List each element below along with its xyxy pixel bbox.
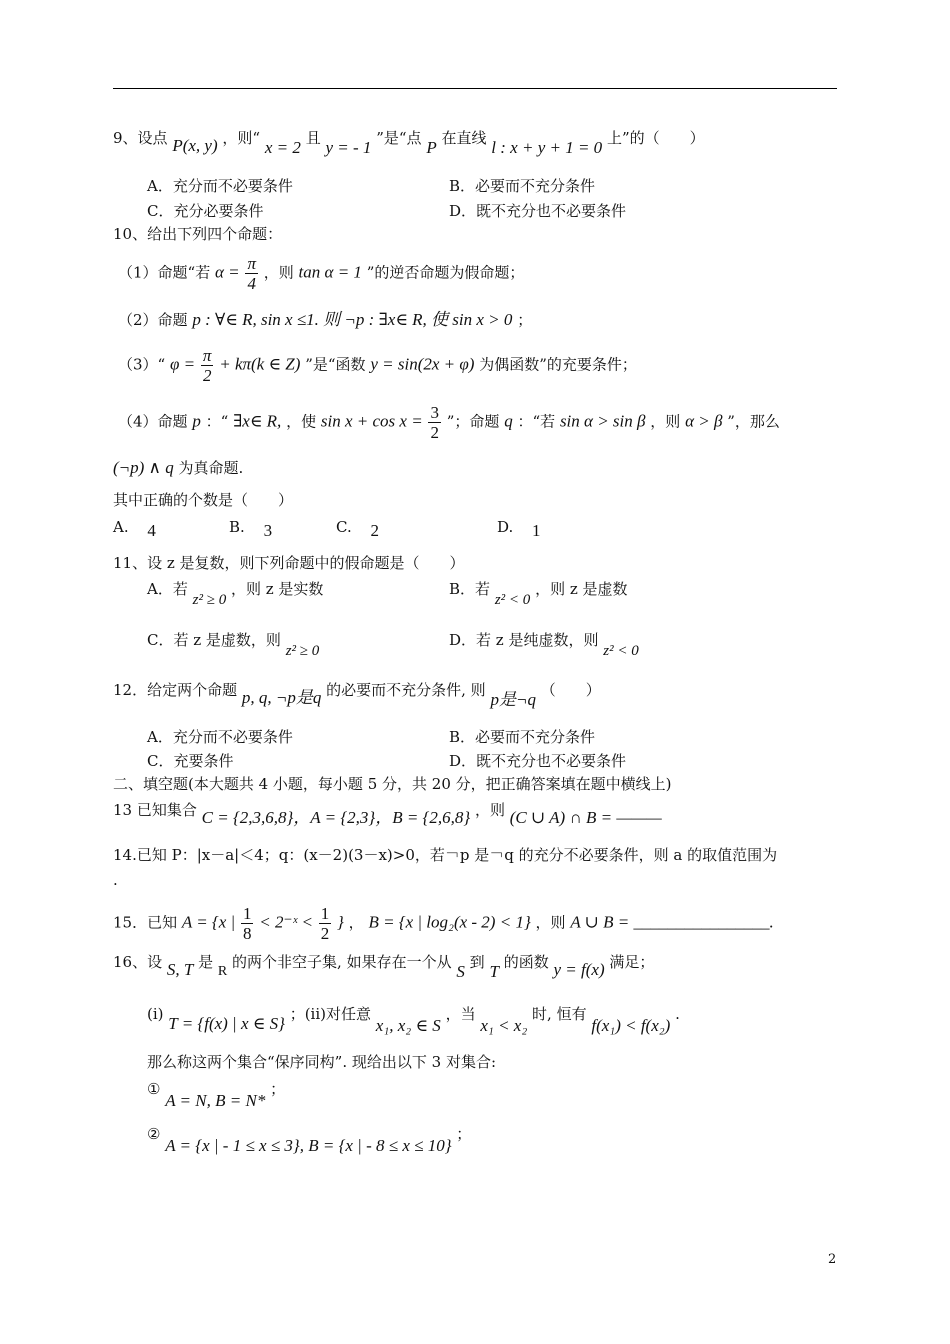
q12-option-b: B．必要而不充分条件: [449, 728, 596, 746]
q12-option-c: C．充要条件: [147, 752, 234, 770]
q11-option-b: B．若 z² < 0 ，则 z 是虚数: [449, 580, 628, 608]
q9-option-b: B．必要而不充分条件: [449, 177, 596, 195]
q10-stem: 10、给出下列四个命题：: [113, 225, 283, 243]
fraction-pi-over-4: $\frac{\pi}{4}$: [247, 254, 256, 293]
section-heading-fill-in: 二、填空题(本大题共 4 小题，每小题 5 分，共 20 分，把正确答案填在题中横线上): [113, 775, 672, 793]
page-number: 2: [828, 1252, 837, 1267]
q12-option-a: A．充分而不必要条件: [147, 728, 293, 746]
q14-stem-cont: .: [113, 871, 118, 889]
q10-option-d: D. 1: [497, 518, 541, 540]
q11-stem: 11、设 z 是复数，则下列命题中的假命题是（ ）: [113, 554, 465, 572]
q10-statement-1: （1）命题“若 α = $\frac{\pi}{4}$ ，则 tan α = 1 ”的逆否命题为假命题；: [118, 254, 525, 293]
q12-stem: 12．给定两个命题 p, q, ¬p是q 的必要而不充分条件, 则 p是¬q （ ）: [113, 681, 601, 709]
q13-stem: 13 已知集合 C = {2,3,6,8}，A = {2,3}，B = {2,6,8} ，则 (C ∪ A) ∩ B = ———: [113, 801, 662, 827]
q15-stem: 15．已知 A = {x | $\frac{1}{8}$ < 2⁻ˣ < $\frac{1}{2}$ } ， B = {x | log₂(x - 2) < 1} ，则 A ∪ B = ________________.: [113, 904, 774, 943]
q16-condition-line: (i) T = {f(x) | x ∈ S} ；(ii)对任意 x₁, x₂ ∈ S ，当 x₁ < x₂ 时, 恒有 f(x₁) < f(x₂) .: [147, 1005, 680, 1035]
q9-option-c: C．充分必要条件: [147, 202, 264, 220]
q11-option-a: A．若 z² ≥ 0 ，则 z 是实数: [147, 580, 324, 608]
fraction-1-over-8: $\frac{1}{8}$: [242, 904, 252, 943]
q16-case-2: ② A = {x | - 1 ≤ x ≤ 3}, B = {x | - 8 ≤ x ≤ 10} ；: [147, 1125, 472, 1155]
q16-then: 那么称这两个集合“保序同构”. 现给出以下 3 对集合:: [147, 1053, 497, 1071]
q10-option-a: A. 4: [113, 518, 156, 540]
header-rule: [113, 88, 837, 89]
q10-statement-3: （3）“ φ = $\frac{\pi}{2}$ + kπ(k ∈ Z) ”是“函数 y = sin(2x + φ) 为偶函数”的充要条件；: [118, 346, 637, 385]
q9-option-a: A．充分而不必要条件: [147, 177, 293, 195]
fraction-1-over-2: $\frac{1}{2}$: [320, 904, 330, 943]
q9-option-d: D．既不充分也不必要条件: [449, 202, 627, 220]
q11-option-d: D．若 z 是纯虚数，则 z² < 0: [449, 631, 639, 659]
q12-option-d: D．既不充分也不必要条件: [449, 752, 627, 770]
q10-statement-4-cont: (¬p) ∧ q 为真命题.: [113, 458, 244, 477]
q14-stem: 14.已知 P：|x－a|＜4；q：(x－2)(3－x)>0，若￢p 是￢q 的充分不必要条件，则 a 的取值范围为: [113, 846, 778, 864]
q10-question: 其中正确的个数是（ ）: [113, 491, 294, 509]
fraction-3-over-2: $\frac{3}{2}$: [430, 403, 439, 442]
q16-stem: 16、设 S, T 是 R 的两个非空子集, 如果存在一个从 S 到 T 的函数 y = f(x) 满足；: [113, 953, 655, 981]
q10-statement-2: （2）命题 p : ∀∈ R, sin x ≤1. 则 ¬p : ∃x∈ R, 使 sin x > 0 ；: [118, 310, 533, 329]
q10-option-c: C. 2: [336, 518, 379, 540]
q16-case-1: ① A = N, B = N* ；: [147, 1080, 286, 1110]
q10-statement-4: （4）命题 p ：“ ∃x∈ R, ，使 sin x + cos x = $\frac{3}{2}$ ”；命题 q ：“若 sin α > sin β ，则 α > β ”，那么: [118, 403, 780, 442]
q10-option-b: B. 3: [229, 518, 273, 540]
fraction-pi-over-2: $\frac{\pi}{2}$: [202, 346, 212, 385]
q9-stem: 9、设点 P(x, y) ，则“ x = 2 且 y = - 1 ”是“点 P 在直线 l : x + y + 1 = 0 上”的（ ）: [113, 129, 705, 157]
q11-option-c: C．若 z 是虚数，则 z² ≥ 0: [147, 631, 320, 659]
